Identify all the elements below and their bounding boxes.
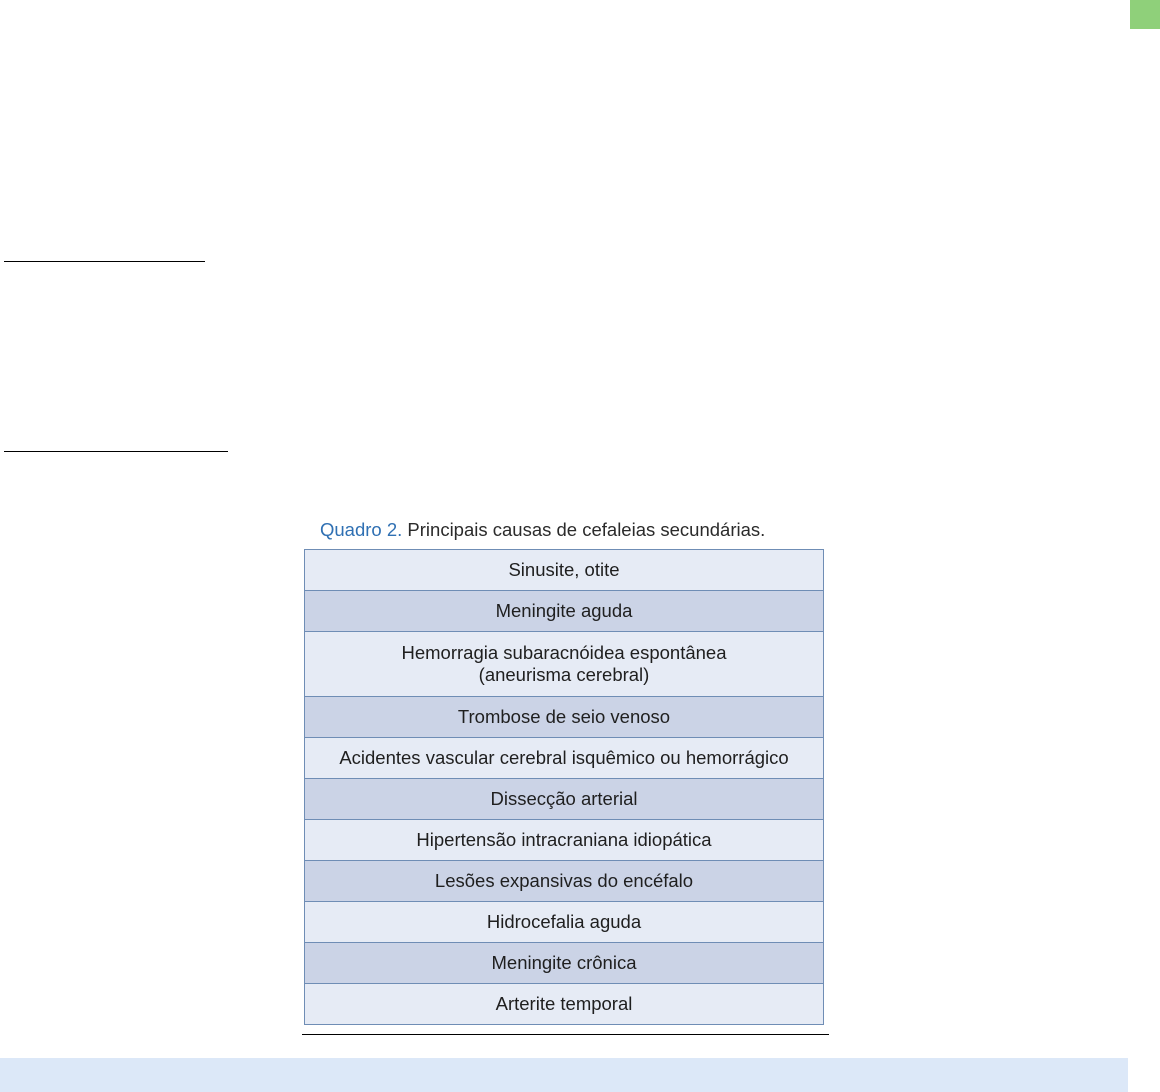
table-row: Hipertensão intracraniana idiopática <box>305 819 823 860</box>
table-row: Lesões expansivas do encéfalo <box>305 860 823 901</box>
highlight-band <box>0 1058 1128 1092</box>
figure-caption <box>320 519 765 541</box>
table-row <box>305 631 823 696</box>
underline-rule <box>4 261 205 262</box>
table-row-text: Hemorragia subaracnóidea espontânea (aneurisma cerebral) <box>401 642 727 685</box>
table-row: Meningite aguda <box>305 590 823 631</box>
corner-marker <box>1130 0 1160 29</box>
table-row: Trombose de seio venoso <box>305 696 823 737</box>
table-row: Dissecção arterial <box>305 778 823 819</box>
table-row: Hidrocefalia aguda <box>305 901 823 942</box>
table-row: Meningite crônica <box>305 942 823 983</box>
figure-bottom-rule <box>302 1034 829 1035</box>
table-row: Acidentes vascular cerebral isquêmico ou hemorrágico <box>305 737 823 778</box>
underline-rule <box>4 451 228 452</box>
table-row: Sinusite, otite <box>305 550 823 590</box>
caption-text: Principais causas de cefaleias secundárias. <box>402 519 766 540</box>
table-row: Arterite temporal <box>305 983 823 1024</box>
caption-label: Quadro 2. <box>320 519 403 540</box>
causes-table <box>304 549 824 1025</box>
